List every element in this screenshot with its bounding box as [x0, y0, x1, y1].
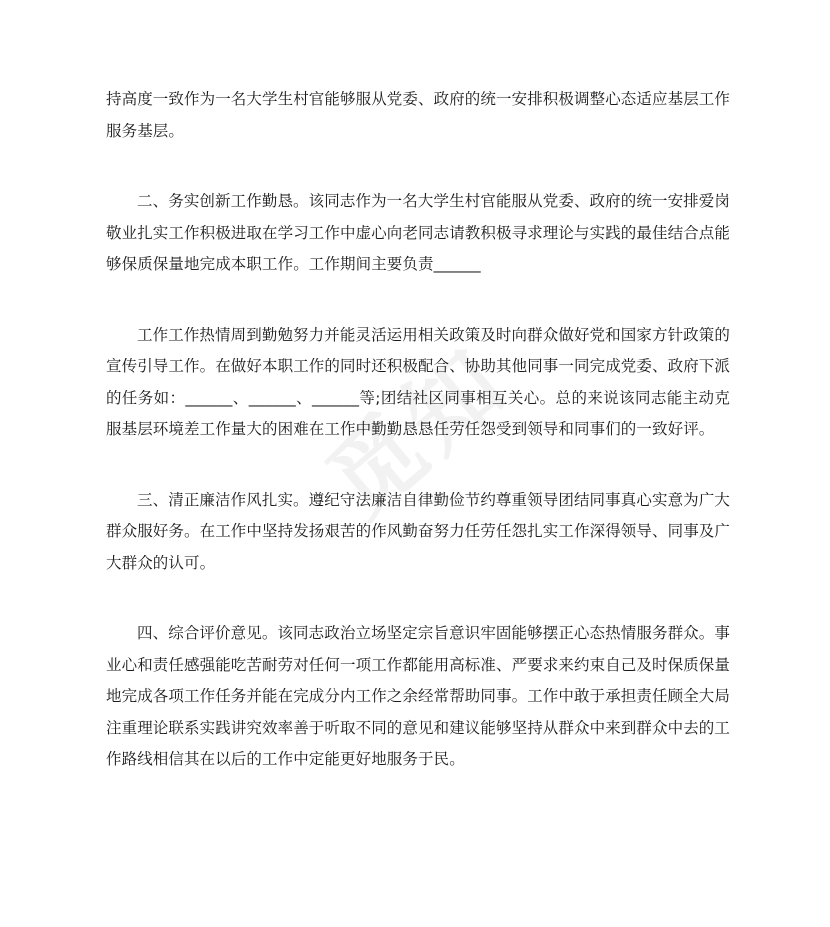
paragraph-5: 四、综合评价意见。该同志政治立场坚定宗旨意识牢固能够摆正心态热情服务群众。事业心和责任感强能吃苦耐劳对任何一项工作都能用高标准、严要求来约束自己及时保质保量地完成各项工作任务并能在完成分内工作之余经常帮助同事。工作中敢于承担责任顾全大局注重理论联系实践讲究效率善于听取不同的意见和建议能够坚持从群众中来到群众中去的工作路线相信其在以后的工作中定能更好地服务于民。 [106, 624, 731, 768]
paragraph-3: 工作工作热情周到勤勉努力并能灵活运用相关政策及时向群众做好党和国家方针政策的宣传引导工作。在做好本职工作的同时还积极配合、协助其他同事一同完成党委、政府下派的任务如：______、______、______等;团结社区同事相互关心。总的来说该同志能主动克服基层环境差工作量大的困难在工作中勤勤恳恳任劳任怨受到领导和同事们的一致好评。 [106, 325, 731, 438]
paragraph-1: 持高度一致作为一名大学生村官能够服从党委、政府的统一安排积极调整心态适应基层工作服务基层。 [106, 90, 731, 140]
svg-text:知: 知 [384, 331, 524, 473]
document-body [106, 84, 730, 776]
paragraph-2: 二、务实创新工作勤恳。该同志作为一名大学生村官能服从党委、政府的统一安排爱岗敬业扎实工作积极进取在学习工作中虚心向老同志请教积极寻求理论与实践的最佳结合点能够保质保量地完成本职工作。工作期间主要负责______ [106, 192, 731, 273]
paragraph-4: 三、清正廉洁作风扎实。遵纪守法廉洁自律勤俭节约尊重领导团结同事真心实意为广大群众服好务。在工作中坚持发扬艰苦的作风勤奋努力任劳任怨扎实工作深得领导、同事及广大群众的认可。 [106, 490, 731, 572]
svg-text:觅: 觅 [307, 395, 448, 537]
